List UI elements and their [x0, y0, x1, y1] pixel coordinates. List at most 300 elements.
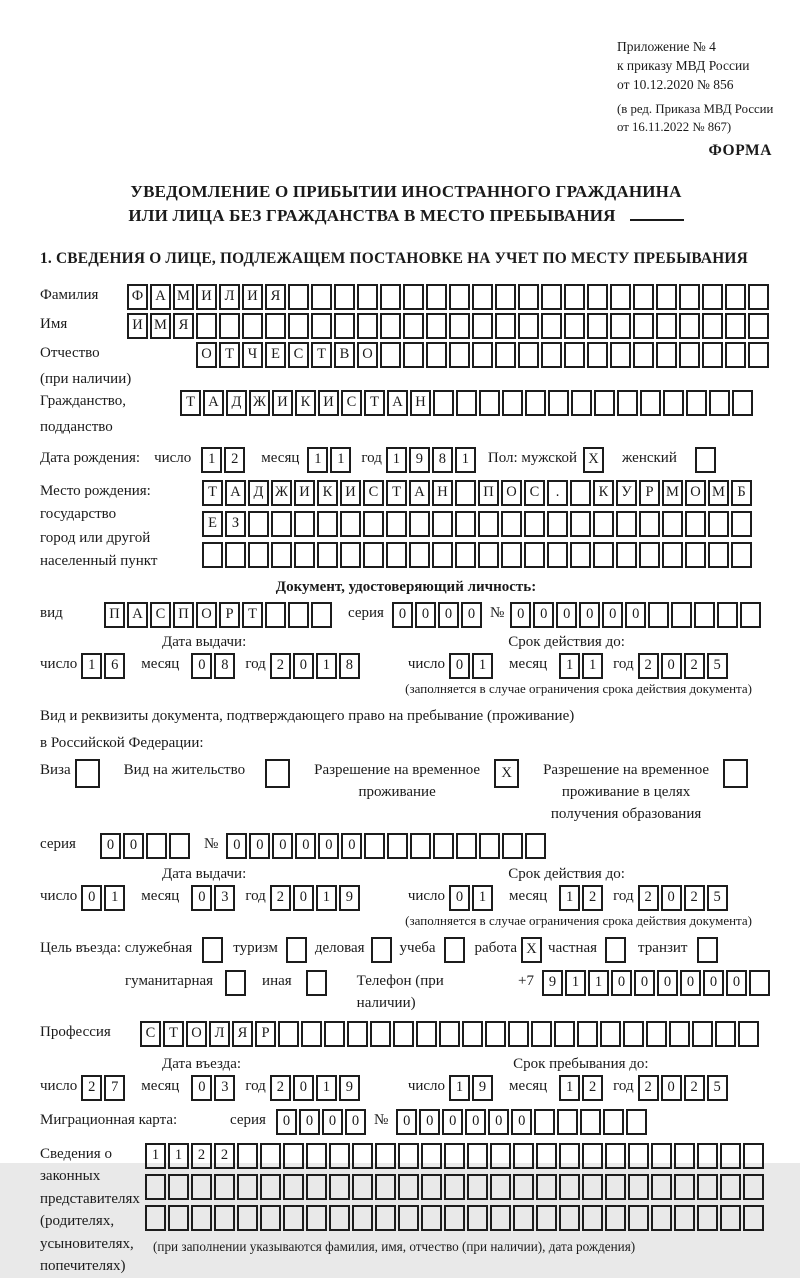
- char-box[interactable]: [237, 1205, 258, 1231]
- char-box[interactable]: 0: [465, 1109, 486, 1135]
- char-box[interactable]: И: [340, 480, 361, 506]
- char-box[interactable]: 0: [318, 833, 339, 859]
- char-box[interactable]: [432, 542, 453, 568]
- birth-year-input[interactable]: [386, 447, 478, 473]
- char-box[interactable]: [577, 1021, 598, 1047]
- char-box[interactable]: [455, 511, 476, 537]
- char-box[interactable]: [202, 937, 223, 963]
- char-box[interactable]: [248, 511, 269, 537]
- char-box[interactable]: 6: [104, 653, 125, 679]
- char-box[interactable]: [467, 1143, 488, 1169]
- char-box[interactable]: [398, 1143, 419, 1169]
- char-box[interactable]: [603, 1109, 624, 1135]
- char-box[interactable]: [749, 970, 770, 996]
- char-box[interactable]: [536, 1174, 557, 1200]
- char-box[interactable]: [524, 511, 545, 537]
- char-box[interactable]: 0: [293, 653, 314, 679]
- char-box[interactable]: 3: [214, 1075, 235, 1101]
- char-box[interactable]: 0: [680, 970, 701, 996]
- char-box[interactable]: [444, 937, 465, 963]
- char-box[interactable]: [375, 1205, 396, 1231]
- char-box[interactable]: [214, 1205, 235, 1231]
- char-box[interactable]: [283, 1205, 304, 1231]
- char-box[interactable]: 2: [684, 653, 705, 679]
- char-box[interactable]: [462, 1021, 483, 1047]
- permit-issue-month-input[interactable]: [191, 885, 237, 911]
- char-box[interactable]: 1: [316, 653, 337, 679]
- char-box[interactable]: [306, 1205, 327, 1231]
- char-box[interactable]: [311, 602, 332, 628]
- char-box[interactable]: 1: [559, 1075, 580, 1101]
- char-box[interactable]: [648, 602, 669, 628]
- other-checkbox[interactable]: [306, 970, 329, 996]
- char-box[interactable]: У: [616, 480, 637, 506]
- char-box[interactable]: [720, 1174, 741, 1200]
- char-box[interactable]: [386, 511, 407, 537]
- char-box[interactable]: [260, 1205, 281, 1231]
- char-box[interactable]: [146, 833, 167, 859]
- char-box[interactable]: 0: [556, 602, 577, 628]
- char-box[interactable]: [674, 1143, 695, 1169]
- char-box[interactable]: [547, 542, 568, 568]
- char-box[interactable]: [352, 1174, 373, 1200]
- migration-number-input[interactable]: [396, 1109, 649, 1135]
- char-box[interactable]: [697, 1205, 718, 1231]
- char-box[interactable]: А: [127, 602, 148, 628]
- humanitarian-checkbox[interactable]: [225, 970, 248, 996]
- char-box[interactable]: 0: [295, 833, 316, 859]
- char-box[interactable]: [702, 284, 723, 310]
- char-box[interactable]: 0: [449, 885, 470, 911]
- char-box[interactable]: [478, 542, 499, 568]
- char-box[interactable]: О: [186, 1021, 207, 1047]
- char-box[interactable]: Р: [219, 602, 240, 628]
- doc-valid-month-input[interactable]: [559, 653, 605, 679]
- char-box[interactable]: [501, 542, 522, 568]
- char-box[interactable]: Т: [180, 390, 201, 416]
- char-box[interactable]: 0: [703, 970, 724, 996]
- char-box[interactable]: Т: [219, 342, 240, 368]
- permit-valid-month-input[interactable]: [559, 885, 605, 911]
- char-box[interactable]: 0: [272, 833, 293, 859]
- char-box[interactable]: Р: [255, 1021, 276, 1047]
- char-box[interactable]: [518, 342, 539, 368]
- birth-day-input[interactable]: [201, 447, 247, 473]
- char-box[interactable]: [646, 1021, 667, 1047]
- visa-checkbox[interactable]: [75, 759, 102, 788]
- char-box[interactable]: [357, 313, 378, 339]
- char-box[interactable]: [640, 390, 661, 416]
- char-box[interactable]: [283, 1174, 304, 1200]
- char-box[interactable]: 9: [472, 1075, 493, 1101]
- doc-valid-year-input[interactable]: [638, 653, 730, 679]
- char-box[interactable]: [260, 1174, 281, 1200]
- char-box[interactable]: [605, 937, 626, 963]
- char-box[interactable]: [311, 284, 332, 310]
- char-box[interactable]: Т: [242, 602, 263, 628]
- char-box[interactable]: 0: [293, 1075, 314, 1101]
- char-box[interactable]: 2: [684, 1075, 705, 1101]
- char-box[interactable]: С: [363, 480, 384, 506]
- char-box[interactable]: [421, 1205, 442, 1231]
- char-box[interactable]: 2: [191, 1143, 212, 1169]
- char-box[interactable]: О: [501, 480, 522, 506]
- char-box[interactable]: [656, 313, 677, 339]
- citizenship-input[interactable]: [180, 390, 755, 416]
- char-box[interactable]: И: [318, 390, 339, 416]
- char-box[interactable]: [679, 313, 700, 339]
- char-box[interactable]: О: [196, 342, 217, 368]
- char-box[interactable]: П: [104, 602, 125, 628]
- char-box[interactable]: 1: [386, 447, 407, 473]
- char-box[interactable]: [525, 390, 546, 416]
- char-box[interactable]: [651, 1174, 672, 1200]
- char-box[interactable]: 1: [307, 447, 328, 473]
- char-box[interactable]: И: [127, 313, 148, 339]
- char-box[interactable]: М: [150, 313, 171, 339]
- char-box[interactable]: [265, 602, 286, 628]
- char-box[interactable]: [587, 342, 608, 368]
- char-box[interactable]: С: [150, 602, 171, 628]
- char-box[interactable]: [225, 970, 246, 996]
- char-box[interactable]: [679, 284, 700, 310]
- char-box[interactable]: [449, 313, 470, 339]
- char-box[interactable]: [403, 313, 424, 339]
- char-box[interactable]: [191, 1174, 212, 1200]
- char-box[interactable]: Ч: [242, 342, 263, 368]
- char-box[interactable]: [559, 1205, 580, 1231]
- char-box[interactable]: [731, 542, 752, 568]
- temp-permit-checkbox[interactable]: [494, 759, 521, 788]
- char-box[interactable]: [685, 542, 706, 568]
- char-box[interactable]: 0: [442, 1109, 463, 1135]
- char-box[interactable]: [421, 1174, 442, 1200]
- char-box[interactable]: [426, 342, 447, 368]
- char-box[interactable]: [605, 1205, 626, 1231]
- char-box[interactable]: С: [524, 480, 545, 506]
- char-box[interactable]: [387, 833, 408, 859]
- char-box[interactable]: 0: [293, 885, 314, 911]
- char-box[interactable]: [639, 542, 660, 568]
- char-box[interactable]: [663, 390, 684, 416]
- char-box[interactable]: [271, 542, 292, 568]
- char-box[interactable]: [357, 284, 378, 310]
- permit-issue-day-input[interactable]: [81, 885, 127, 911]
- char-box[interactable]: [616, 511, 637, 537]
- char-box[interactable]: [559, 1143, 580, 1169]
- char-box[interactable]: 9: [409, 447, 430, 473]
- char-box[interactable]: [513, 1205, 534, 1231]
- char-box[interactable]: 9: [542, 970, 563, 996]
- char-box[interactable]: Ж: [271, 480, 292, 506]
- char-box[interactable]: [317, 511, 338, 537]
- char-box[interactable]: 0: [533, 602, 554, 628]
- char-box[interactable]: [214, 1174, 235, 1200]
- char-box[interactable]: 2: [270, 885, 291, 911]
- char-box[interactable]: 0: [611, 970, 632, 996]
- char-box[interactable]: 0: [449, 653, 470, 679]
- char-box[interactable]: [731, 511, 752, 537]
- char-box[interactable]: 0: [602, 602, 623, 628]
- char-box[interactable]: М: [662, 480, 683, 506]
- char-box[interactable]: X: [521, 937, 542, 963]
- char-box[interactable]: [633, 313, 654, 339]
- char-box[interactable]: .: [547, 480, 568, 506]
- char-box[interactable]: [455, 480, 476, 506]
- permit-issue-year-input[interactable]: [270, 885, 362, 911]
- work-checkbox[interactable]: [521, 937, 544, 963]
- char-box[interactable]: И: [196, 284, 217, 310]
- char-box[interactable]: Р: [639, 480, 660, 506]
- char-box[interactable]: 2: [270, 653, 291, 679]
- char-box[interactable]: [593, 542, 614, 568]
- char-box[interactable]: [651, 1205, 672, 1231]
- char-box[interactable]: [479, 390, 500, 416]
- char-box[interactable]: [587, 313, 608, 339]
- entry-month-input[interactable]: [191, 1075, 237, 1101]
- stay-month-input[interactable]: [559, 1075, 605, 1101]
- char-box[interactable]: [671, 602, 692, 628]
- char-box[interactable]: [294, 542, 315, 568]
- char-box[interactable]: [426, 313, 447, 339]
- char-box[interactable]: 0: [415, 602, 436, 628]
- doc-issue-month-input[interactable]: [191, 653, 237, 679]
- char-box[interactable]: [570, 542, 591, 568]
- char-box[interactable]: [352, 1143, 373, 1169]
- sex-male-checkbox[interactable]: [583, 447, 606, 473]
- char-box[interactable]: [554, 1021, 575, 1047]
- char-box[interactable]: [145, 1205, 166, 1231]
- char-box[interactable]: [686, 390, 707, 416]
- char-box[interactable]: [732, 390, 753, 416]
- char-box[interactable]: [570, 511, 591, 537]
- char-box[interactable]: X: [583, 447, 604, 473]
- char-box[interactable]: [380, 284, 401, 310]
- char-box[interactable]: [202, 542, 223, 568]
- char-box[interactable]: 7: [104, 1075, 125, 1101]
- entry-year-input[interactable]: [270, 1075, 362, 1101]
- char-box[interactable]: [426, 284, 447, 310]
- char-box[interactable]: [720, 1205, 741, 1231]
- char-box[interactable]: [502, 390, 523, 416]
- char-box[interactable]: [472, 284, 493, 310]
- char-box[interactable]: [410, 833, 431, 859]
- char-box[interactable]: 1: [588, 970, 609, 996]
- char-box[interactable]: 1: [559, 653, 580, 679]
- residence-permit-checkbox[interactable]: [265, 759, 292, 788]
- char-box[interactable]: О: [685, 480, 706, 506]
- char-box[interactable]: П: [173, 602, 194, 628]
- char-box[interactable]: [472, 342, 493, 368]
- char-box[interactable]: [702, 342, 723, 368]
- char-box[interactable]: [432, 511, 453, 537]
- char-box[interactable]: [472, 313, 493, 339]
- char-box[interactable]: [508, 1021, 529, 1047]
- char-box[interactable]: [444, 1174, 465, 1200]
- char-box[interactable]: [709, 390, 730, 416]
- char-box[interactable]: [340, 542, 361, 568]
- char-box[interactable]: Л: [209, 1021, 230, 1047]
- char-box[interactable]: [265, 313, 286, 339]
- representatives-input-row3[interactable]: [145, 1205, 766, 1231]
- char-box[interactable]: А: [409, 480, 430, 506]
- char-box[interactable]: [656, 342, 677, 368]
- char-box[interactable]: 0: [341, 833, 362, 859]
- char-box[interactable]: [610, 284, 631, 310]
- char-box[interactable]: 0: [276, 1109, 297, 1135]
- char-box[interactable]: [610, 313, 631, 339]
- char-box[interactable]: 0: [661, 1075, 682, 1101]
- char-box[interactable]: 0: [726, 970, 747, 996]
- char-box[interactable]: [168, 1174, 189, 1200]
- char-box[interactable]: [75, 759, 100, 788]
- char-box[interactable]: [564, 284, 585, 310]
- char-box[interactable]: [725, 313, 746, 339]
- char-box[interactable]: [748, 284, 769, 310]
- char-box[interactable]: [674, 1174, 695, 1200]
- doc-issue-year-input[interactable]: [270, 653, 362, 679]
- char-box[interactable]: [502, 833, 523, 859]
- permit-valid-year-input[interactable]: [638, 885, 730, 911]
- char-box[interactable]: Е: [202, 511, 223, 537]
- char-box[interactable]: П: [478, 480, 499, 506]
- char-box[interactable]: [490, 1174, 511, 1200]
- char-box[interactable]: [534, 1109, 555, 1135]
- char-box[interactable]: [334, 284, 355, 310]
- char-box[interactable]: 1: [168, 1143, 189, 1169]
- char-box[interactable]: З: [225, 511, 246, 537]
- birth-place-input-row2[interactable]: [202, 511, 754, 537]
- char-box[interactable]: Ф: [127, 284, 148, 310]
- char-box[interactable]: О: [357, 342, 378, 368]
- char-box[interactable]: А: [225, 480, 246, 506]
- char-box[interactable]: 1: [449, 1075, 470, 1101]
- char-box[interactable]: [329, 1205, 350, 1231]
- char-box[interactable]: [329, 1174, 350, 1200]
- char-box[interactable]: [371, 937, 392, 963]
- char-box[interactable]: [449, 284, 470, 310]
- char-box[interactable]: 2: [582, 885, 603, 911]
- char-box[interactable]: [225, 542, 246, 568]
- char-box[interactable]: [288, 313, 309, 339]
- char-box[interactable]: [669, 1021, 690, 1047]
- char-box[interactable]: [288, 602, 309, 628]
- char-box[interactable]: 2: [638, 653, 659, 679]
- doc-issue-day-input[interactable]: [81, 653, 127, 679]
- char-box[interactable]: [662, 511, 683, 537]
- char-box[interactable]: 1: [565, 970, 586, 996]
- char-box[interactable]: [525, 833, 546, 859]
- char-box[interactable]: 0: [100, 833, 121, 859]
- char-box[interactable]: [557, 1109, 578, 1135]
- char-box[interactable]: [610, 342, 631, 368]
- char-box[interactable]: 0: [191, 1075, 212, 1101]
- char-box[interactable]: [518, 313, 539, 339]
- char-box[interactable]: [283, 1143, 304, 1169]
- char-box[interactable]: [524, 542, 545, 568]
- char-box[interactable]: В: [334, 342, 355, 368]
- tourism-checkbox[interactable]: [286, 937, 309, 963]
- char-box[interactable]: М: [173, 284, 194, 310]
- char-box[interactable]: 1: [582, 653, 603, 679]
- char-box[interactable]: Т: [202, 480, 223, 506]
- representatives-input-row2[interactable]: [145, 1174, 766, 1200]
- char-box[interactable]: К: [317, 480, 338, 506]
- char-box[interactable]: 1: [145, 1143, 166, 1169]
- char-box[interactable]: [723, 759, 748, 788]
- char-box[interactable]: [501, 511, 522, 537]
- char-box[interactable]: И: [272, 390, 293, 416]
- char-box[interactable]: [416, 1021, 437, 1047]
- char-box[interactable]: [518, 284, 539, 310]
- char-box[interactable]: 0: [191, 653, 212, 679]
- char-box[interactable]: [237, 1174, 258, 1200]
- char-box[interactable]: 0: [396, 1109, 417, 1135]
- char-box[interactable]: [740, 602, 761, 628]
- char-box[interactable]: [439, 1021, 460, 1047]
- char-box[interactable]: [720, 1143, 741, 1169]
- char-box[interactable]: А: [387, 390, 408, 416]
- private-checkbox[interactable]: [605, 937, 628, 963]
- char-box[interactable]: Т: [163, 1021, 184, 1047]
- business-checkbox[interactable]: [371, 937, 394, 963]
- char-box[interactable]: Я: [232, 1021, 253, 1047]
- permit-series-input[interactable]: [100, 833, 192, 859]
- char-box[interactable]: [145, 1174, 166, 1200]
- char-box[interactable]: [380, 342, 401, 368]
- char-box[interactable]: 1: [330, 447, 351, 473]
- char-box[interactable]: 0: [461, 602, 482, 628]
- char-box[interactable]: [674, 1205, 695, 1231]
- char-box[interactable]: [311, 313, 332, 339]
- char-box[interactable]: [352, 1205, 373, 1231]
- doc-number-input[interactable]: [510, 602, 763, 628]
- char-box[interactable]: 0: [191, 885, 212, 911]
- char-box[interactable]: [370, 1021, 391, 1047]
- char-box[interactable]: К: [295, 390, 316, 416]
- char-box[interactable]: [633, 284, 654, 310]
- char-box[interactable]: 0: [657, 970, 678, 996]
- char-box[interactable]: 0: [661, 653, 682, 679]
- char-box[interactable]: [531, 1021, 552, 1047]
- char-box[interactable]: [393, 1021, 414, 1047]
- char-box[interactable]: 0: [510, 602, 531, 628]
- char-box[interactable]: [692, 1021, 713, 1047]
- char-box[interactable]: 1: [559, 885, 580, 911]
- char-box[interactable]: Т: [311, 342, 332, 368]
- char-box[interactable]: 2: [81, 1075, 102, 1101]
- char-box[interactable]: [580, 1109, 601, 1135]
- given-name-input[interactable]: [127, 313, 771, 339]
- char-box[interactable]: [702, 313, 723, 339]
- char-box[interactable]: [495, 313, 516, 339]
- char-box[interactable]: [536, 1205, 557, 1231]
- char-box[interactable]: Т: [364, 390, 385, 416]
- char-box[interactable]: [582, 1143, 603, 1169]
- char-box[interactable]: [324, 1021, 345, 1047]
- char-box[interactable]: [278, 1021, 299, 1047]
- char-box[interactable]: [582, 1205, 603, 1231]
- char-box[interactable]: [260, 1143, 281, 1169]
- char-box[interactable]: 1: [472, 885, 493, 911]
- char-box[interactable]: 0: [488, 1109, 509, 1135]
- char-box[interactable]: [617, 390, 638, 416]
- char-box[interactable]: [587, 284, 608, 310]
- char-box[interactable]: [398, 1174, 419, 1200]
- char-box[interactable]: [605, 1143, 626, 1169]
- representatives-input-row1[interactable]: [145, 1143, 766, 1169]
- char-box[interactable]: [433, 833, 454, 859]
